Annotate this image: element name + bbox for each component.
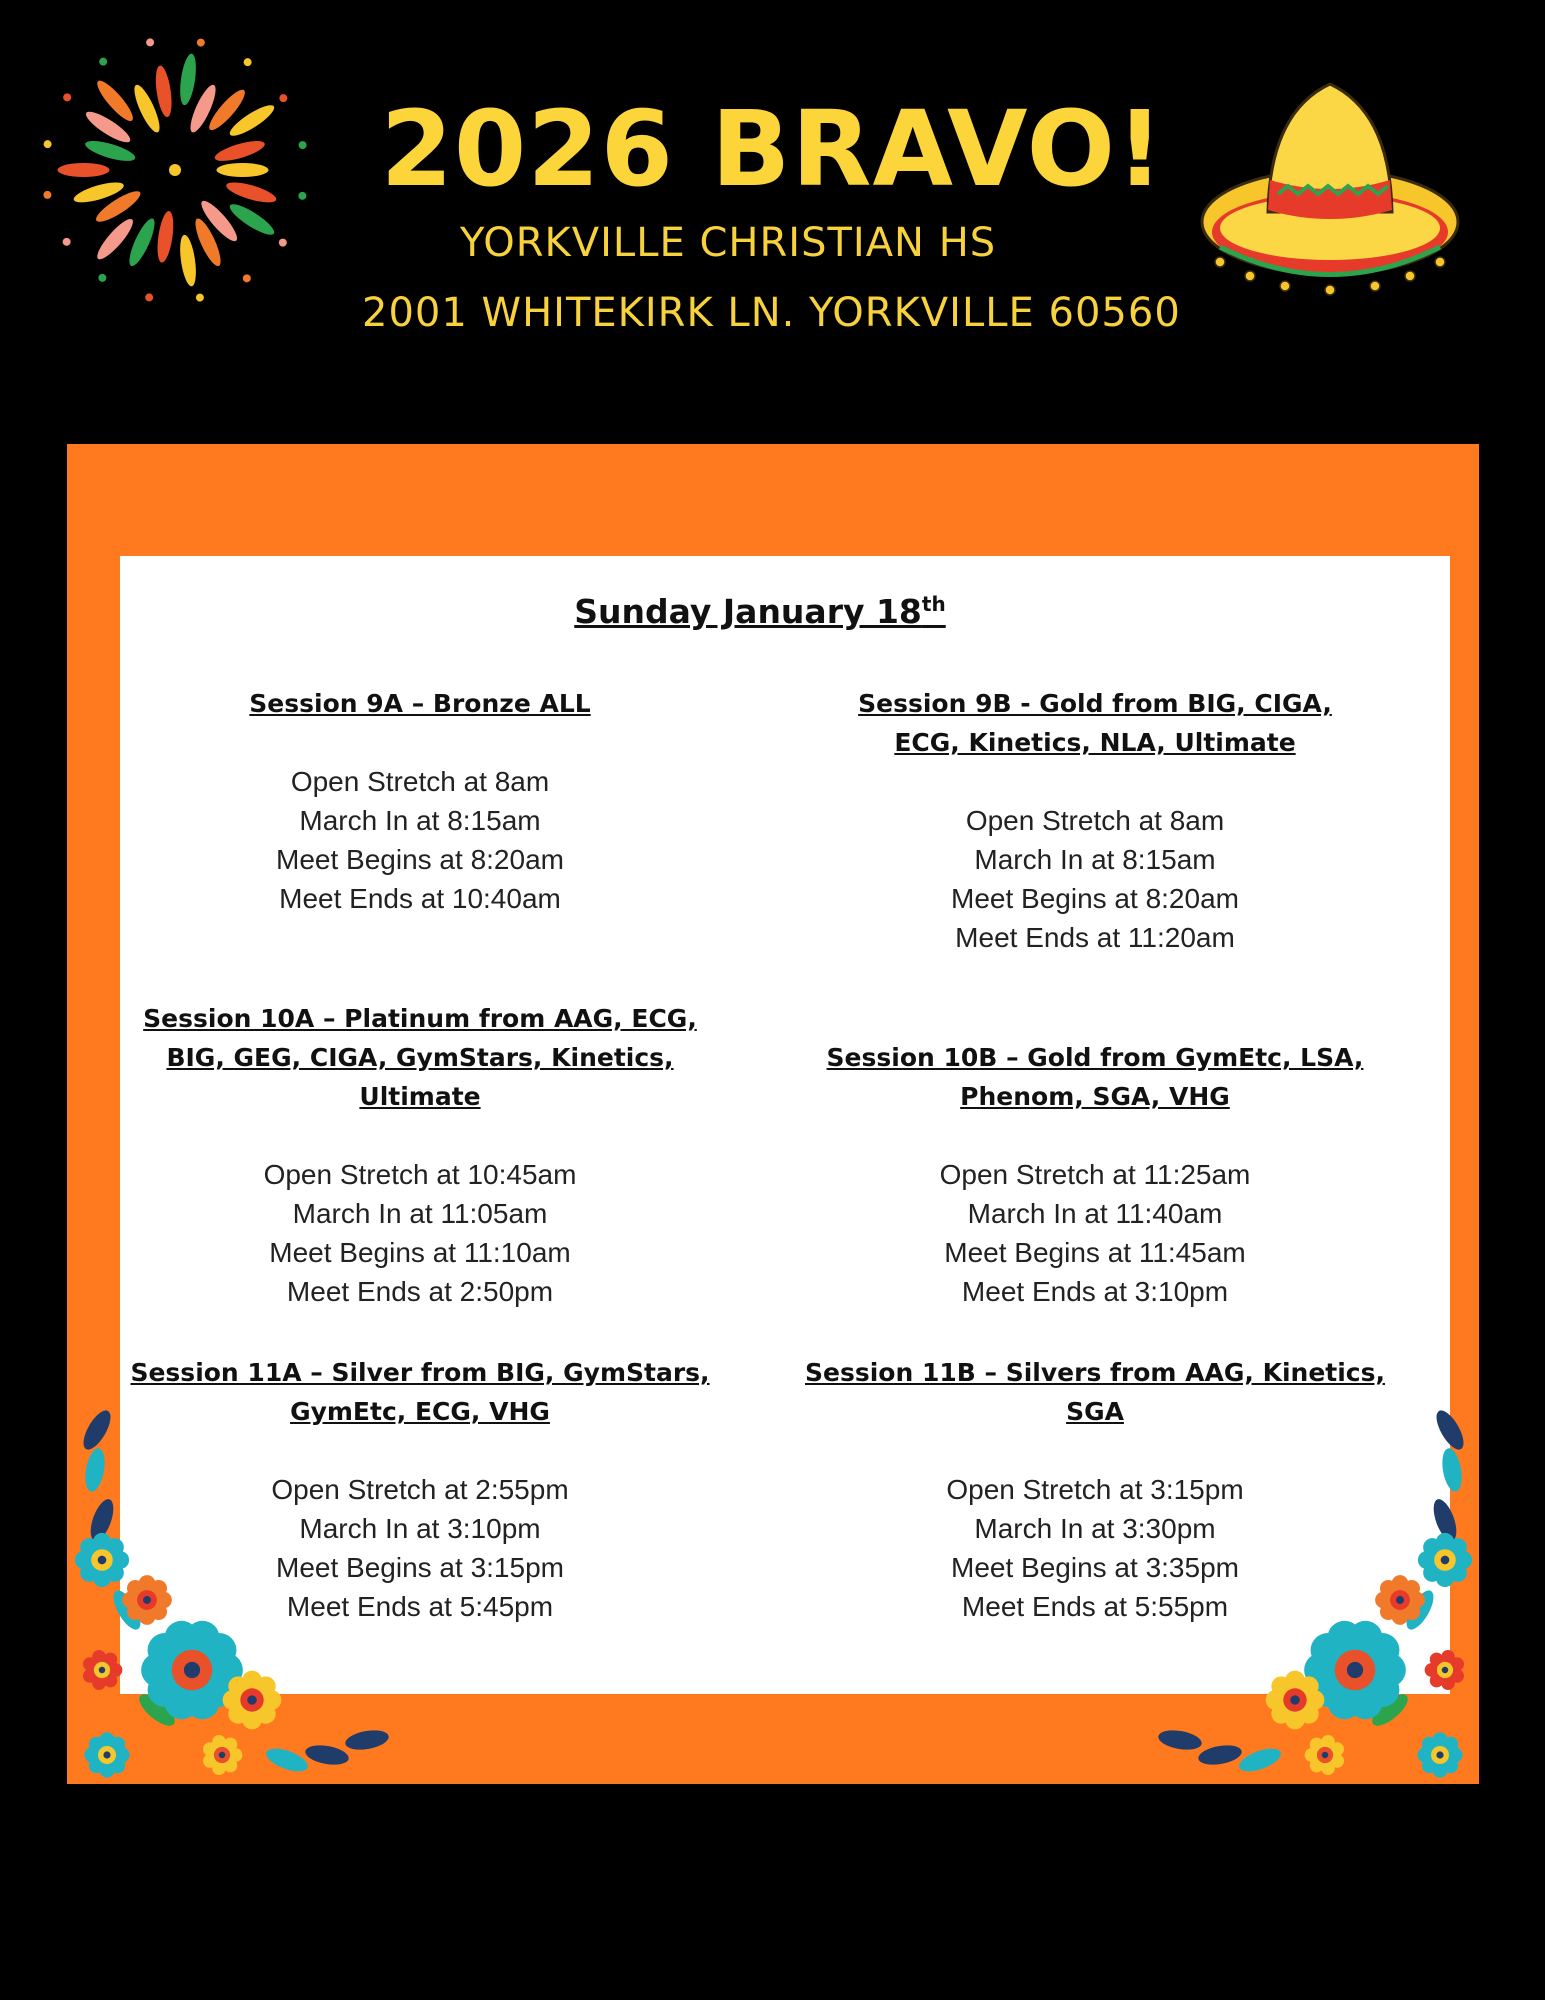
floral-corner-right-icon: [1100, 1410, 1480, 1785]
meet-ends-time: Meet Ends at 10:40am: [279, 883, 561, 914]
session-block: [765, 684, 1425, 957]
open-stretch-time: Open Stretch at 8am: [965, 805, 1225, 836]
day-heading: [0, 592, 1520, 631]
day-text: Sunday January 18: [574, 592, 922, 631]
meet-begins-time: Meet Begins at 8:20am: [276, 844, 564, 875]
march-in-time: March In at 3:30pm: [974, 1513, 1216, 1544]
venue-name: YORKVILLE CHRISTIAN HS: [460, 220, 997, 266]
session-block: [765, 1038, 1425, 1311]
meet-begins-time: Meet Begins at 3:35pm: [951, 1552, 1239, 1583]
meet-ends-time: Meet Ends at 5:55pm: [961, 1591, 1229, 1622]
meet-begins-time: Meet Begins at 3:15pm: [276, 1552, 564, 1583]
open-stretch-time: Open Stretch at 11:25am: [939, 1159, 1251, 1190]
floral-corner-left-icon: [67, 1410, 447, 1785]
march-in-time: March In at 8:15am: [974, 844, 1216, 875]
open-stretch-time: Open Stretch at 10:45am: [263, 1159, 577, 1190]
venue-address: 2001 WHITEKIRK LN. YORKVILLE 60560: [362, 290, 1181, 336]
session-title: Session 11B – Silvers from AAG, Kinetics, SGA: [805, 1358, 1385, 1426]
meet-ends-time: Meet Ends at 11:20am: [955, 922, 1235, 953]
march-in-time: March In at 11:40am: [967, 1198, 1223, 1229]
session-block: [90, 684, 750, 918]
meet-begins-time: Meet Begins at 11:45am: [944, 1237, 1246, 1268]
open-stretch-time: Open Stretch at 8am: [290, 766, 550, 797]
session-title: Session 11A – Silver from BIG, GymStars, GymEtc, ECG, VHG: [130, 1358, 710, 1426]
march-in-time: March In at 8:15am: [299, 805, 541, 836]
day-suffix: th: [921, 592, 946, 616]
meet-ends-time: Meet Ends at 3:10pm: [961, 1276, 1229, 1307]
session-title: Session 10B – Gold from GymEtc, LSA, Phenom, SGA, VHG: [826, 1043, 1364, 1111]
open-stretch-time: Open Stretch at 2:55pm: [271, 1474, 569, 1505]
session-title: Session 9A – Bronze ALL: [249, 689, 591, 718]
march-in-time: March In at 3:10pm: [299, 1513, 541, 1544]
meet-begins-time: Meet Begins at 11:10am: [269, 1237, 571, 1268]
meet-ends-time: Meet Ends at 2:50pm: [286, 1276, 554, 1307]
session-block: [90, 999, 750, 1311]
meet-ends-time: Meet Ends at 5:45pm: [286, 1591, 554, 1622]
session-title: Session 10A – Platinum from AAG, ECG, BIG, GEG, CIGA, GymStars, Kinetics, Ultimate: [143, 1004, 697, 1111]
meet-begins-time: Meet Begins at 8:20am: [951, 883, 1239, 914]
session-title: Session 9B - Gold from BIG, CIGA, ECG, Kinetics, NLA, Ultimate: [858, 689, 1332, 757]
march-in-time: March In at 11:05am: [292, 1198, 548, 1229]
open-stretch-time: Open Stretch at 3:15pm: [946, 1474, 1244, 1505]
event-title: 2026 BRAVO!: [380, 88, 1165, 210]
